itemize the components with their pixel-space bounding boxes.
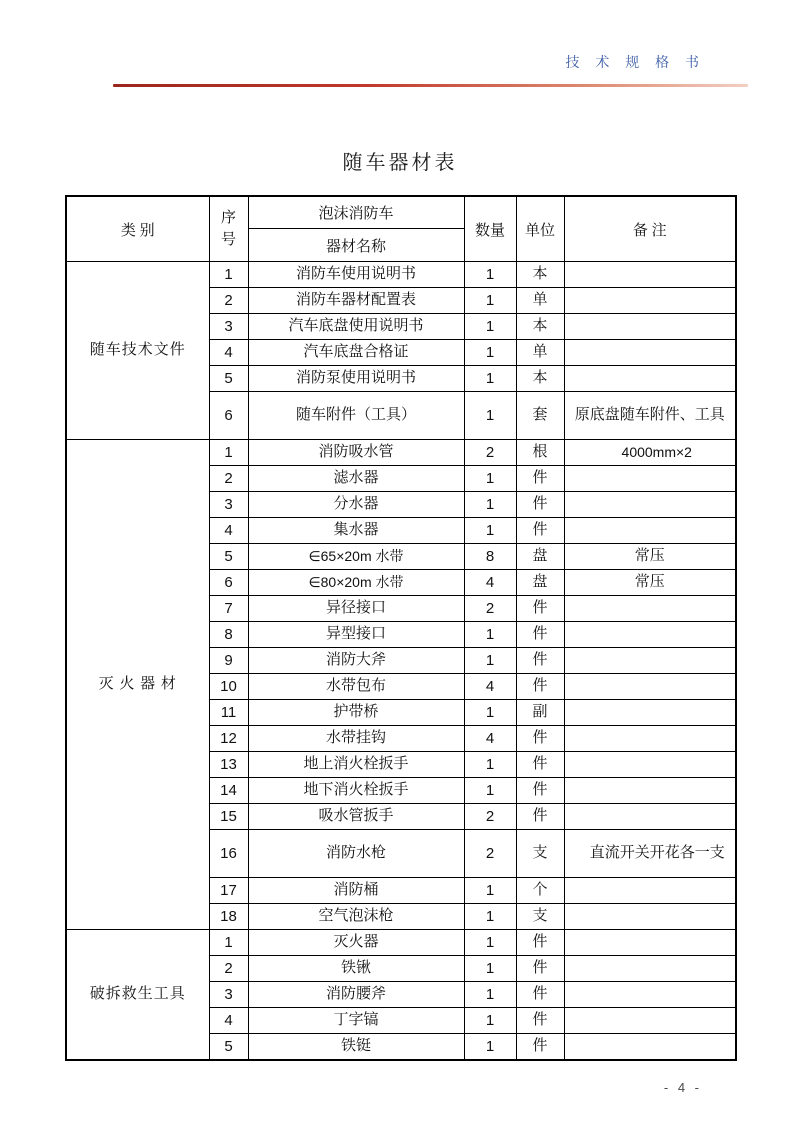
serial-cell: 17 — [209, 878, 248, 904]
unit-cell: 支 — [516, 830, 564, 878]
qty-cell: 1 — [464, 1008, 516, 1034]
serial-cell: 5 — [209, 366, 248, 392]
remark-cell — [564, 1034, 736, 1061]
serial-cell: 5 — [209, 1034, 248, 1061]
unit-cell: 件 — [516, 674, 564, 700]
remark-cell — [564, 1008, 736, 1034]
remark-cell: 4000mm×2 — [564, 440, 736, 466]
unit-cell: 单 — [516, 288, 564, 314]
unit-cell: 件 — [516, 466, 564, 492]
unit-cell: 件 — [516, 1008, 564, 1034]
unit-cell: 件 — [516, 778, 564, 804]
name-cell: 异型接口 — [248, 622, 464, 648]
remark-cell — [564, 622, 736, 648]
serial-cell: 18 — [209, 904, 248, 930]
qty-cell: 2 — [464, 830, 516, 878]
header-unit: 单位 — [516, 196, 564, 262]
serial-cell: 13 — [209, 752, 248, 778]
unit-cell: 件 — [516, 648, 564, 674]
unit-cell: 件 — [516, 518, 564, 544]
qty-cell: 1 — [464, 752, 516, 778]
qty-cell: 1 — [464, 648, 516, 674]
qty-cell: 2 — [464, 804, 516, 830]
serial-cell: 3 — [209, 492, 248, 518]
name-cell: 丁字镐 — [248, 1008, 464, 1034]
remark-cell — [564, 492, 736, 518]
remark-cell — [564, 904, 736, 930]
remark-cell: 常压 — [564, 570, 736, 596]
name-cell: ∈65×20m 水带 — [248, 544, 464, 570]
serial-cell: 12 — [209, 726, 248, 752]
header-category: 类 别 — [66, 196, 209, 262]
unit-cell: 件 — [516, 804, 564, 830]
qty-cell: 1 — [464, 956, 516, 982]
name-cell: ∈80×20m 水带 — [248, 570, 464, 596]
serial-cell: 1 — [209, 440, 248, 466]
remark-cell: 直流开关开花各一支 — [564, 830, 736, 878]
name-cell: 铁铤 — [248, 1034, 464, 1061]
unit-cell: 件 — [516, 1034, 564, 1061]
serial-cell: 6 — [209, 570, 248, 596]
serial-cell: 11 — [209, 700, 248, 726]
unit-cell: 副 — [516, 700, 564, 726]
remark-cell — [564, 262, 736, 288]
remark-cell — [564, 726, 736, 752]
header-remark: 备 注 — [564, 196, 736, 262]
name-cell: 水带挂钩 — [248, 726, 464, 752]
category-cell: 灭 火 器 材 — [66, 440, 209, 930]
serial-cell: 9 — [209, 648, 248, 674]
unit-cell: 单 — [516, 340, 564, 366]
name-cell: 消防腰斧 — [248, 982, 464, 1008]
name-cell: 消防泵使用说明书 — [248, 366, 464, 392]
serial-cell: 10 — [209, 674, 248, 700]
qty-cell: 2 — [464, 596, 516, 622]
name-cell: 消防桶 — [248, 878, 464, 904]
remark-cell — [564, 982, 736, 1008]
qty-cell: 4 — [464, 726, 516, 752]
serial-cell: 3 — [209, 314, 248, 340]
table-header-row — [66, 196, 736, 229]
name-cell: 灭火器 — [248, 930, 464, 956]
serial-cell: 4 — [209, 340, 248, 366]
name-cell: 异径接口 — [248, 596, 464, 622]
serial-cell: 7 — [209, 596, 248, 622]
qty-cell: 1 — [464, 366, 516, 392]
qty-cell: 1 — [464, 700, 516, 726]
qty-cell: 1 — [464, 340, 516, 366]
remark-cell — [564, 930, 736, 956]
name-cell: 集水器 — [248, 518, 464, 544]
name-cell: 水带包布 — [248, 674, 464, 700]
name-cell: 空气泡沫枪 — [248, 904, 464, 930]
name-cell: 汽车底盘合格证 — [248, 340, 464, 366]
table-row — [66, 262, 736, 288]
remark-cell — [564, 518, 736, 544]
name-cell: 地上消火栓扳手 — [248, 752, 464, 778]
remark-cell — [564, 674, 736, 700]
remark-cell: 常压 — [564, 544, 736, 570]
remark-cell — [564, 340, 736, 366]
qty-cell: 1 — [464, 518, 516, 544]
serial-cell: 4 — [209, 518, 248, 544]
qty-cell: 1 — [464, 778, 516, 804]
remark-cell: 原底盘随车附件、工具 — [564, 392, 736, 440]
serial-cell: 15 — [209, 804, 248, 830]
unit-cell: 套 — [516, 392, 564, 440]
remark-cell — [564, 314, 736, 340]
name-cell: 吸水管扳手 — [248, 804, 464, 830]
unit-cell: 件 — [516, 982, 564, 1008]
doc-header-title: 技 术 规 格 书 — [565, 54, 705, 70]
serial-cell: 16 — [209, 830, 248, 878]
unit-cell: 件 — [516, 956, 564, 982]
unit-cell: 件 — [516, 930, 564, 956]
qty-cell: 1 — [464, 392, 516, 440]
qty-cell: 8 — [464, 544, 516, 570]
name-cell: 消防大斧 — [248, 648, 464, 674]
remark-cell — [564, 878, 736, 904]
qty-cell: 1 — [464, 262, 516, 288]
serial-cell: 2 — [209, 956, 248, 982]
serial-cell: 2 — [209, 466, 248, 492]
qty-cell: 4 — [464, 570, 516, 596]
qty-cell: 1 — [464, 466, 516, 492]
name-cell: 消防车器材配置表 — [248, 288, 464, 314]
remark-cell — [564, 366, 736, 392]
qty-cell: 1 — [464, 314, 516, 340]
unit-cell: 支 — [516, 904, 564, 930]
unit-cell: 本 — [516, 366, 564, 392]
name-cell: 分水器 — [248, 492, 464, 518]
name-cell: 汽车底盘使用说明书 — [248, 314, 464, 340]
serial-cell: 8 — [209, 622, 248, 648]
name-cell: 消防车使用说明书 — [248, 262, 464, 288]
qty-cell: 1 — [464, 904, 516, 930]
unit-cell: 本 — [516, 314, 564, 340]
unit-cell: 件 — [516, 622, 564, 648]
qty-cell: 1 — [464, 878, 516, 904]
header-equipment-name: 器材名称 — [248, 229, 464, 262]
header-rule-divider — [113, 84, 748, 87]
serial-cell: 6 — [209, 392, 248, 440]
table-row — [66, 440, 736, 466]
serial-cell: 14 — [209, 778, 248, 804]
remark-cell — [564, 778, 736, 804]
name-cell: 护带桥 — [248, 700, 464, 726]
equipment-table — [65, 195, 737, 1061]
remark-cell — [564, 804, 736, 830]
qty-cell: 4 — [464, 674, 516, 700]
remark-cell — [564, 956, 736, 982]
unit-cell: 件 — [516, 596, 564, 622]
remark-cell — [564, 648, 736, 674]
serial-cell: 1 — [209, 930, 248, 956]
name-cell: 随车附件（工具） — [248, 392, 464, 440]
remark-cell — [564, 288, 736, 314]
table-title: 随车器材表 — [342, 152, 458, 174]
qty-cell: 1 — [464, 492, 516, 518]
category-cell: 破拆救生工具 — [66, 930, 209, 1061]
serial-cell: 2 — [209, 288, 248, 314]
header-quantity: 数量 — [464, 196, 516, 262]
unit-cell: 盘 — [516, 544, 564, 570]
serial-cell: 3 — [209, 982, 248, 1008]
qty-cell: 1 — [464, 1034, 516, 1061]
remark-cell — [564, 700, 736, 726]
unit-cell: 个 — [516, 878, 564, 904]
table-row — [66, 930, 736, 956]
page-number: - 4 - — [663, 1080, 702, 1095]
name-cell: 消防吸水管 — [248, 440, 464, 466]
unit-cell: 盘 — [516, 570, 564, 596]
name-cell: 地下消火栓扳手 — [248, 778, 464, 804]
remark-cell — [564, 752, 736, 778]
name-cell: 铁锹 — [248, 956, 464, 982]
unit-cell: 本 — [516, 262, 564, 288]
qty-cell: 2 — [464, 440, 516, 466]
serial-cell: 5 — [209, 544, 248, 570]
serial-cell: 1 — [209, 262, 248, 288]
qty-cell: 1 — [464, 930, 516, 956]
name-cell: 滤水器 — [248, 466, 464, 492]
remark-cell — [564, 596, 736, 622]
qty-cell: 1 — [464, 288, 516, 314]
remark-cell — [564, 466, 736, 492]
name-cell: 消防水枪 — [248, 830, 464, 878]
unit-cell: 根 — [516, 440, 564, 466]
unit-cell: 件 — [516, 726, 564, 752]
unit-cell: 件 — [516, 752, 564, 778]
category-cell: 随车技术文件 — [66, 262, 209, 440]
unit-cell: 件 — [516, 492, 564, 518]
serial-cell: 4 — [209, 1008, 248, 1034]
header-vehicle-type: 泡沫消防车 — [248, 196, 464, 229]
qty-cell: 1 — [464, 622, 516, 648]
header-serial: 序号 — [209, 196, 248, 262]
qty-cell: 1 — [464, 982, 516, 1008]
